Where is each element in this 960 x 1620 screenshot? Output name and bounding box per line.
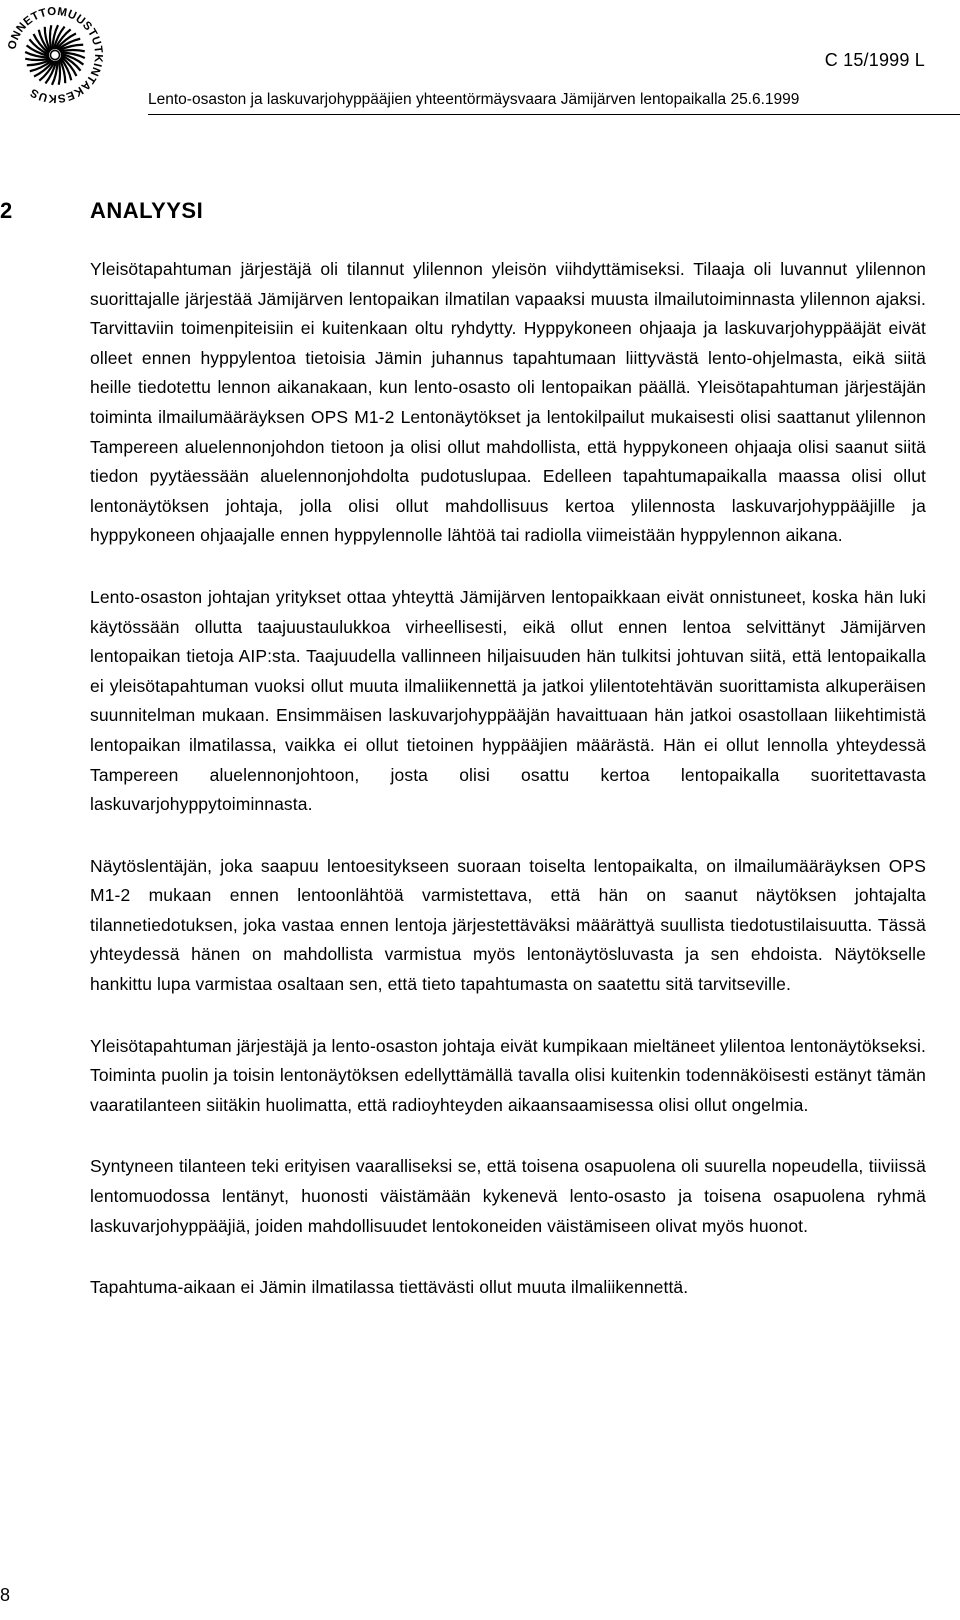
svg-text:ONNETTOMUUSTUTKINTAKESKUS: ONNETTOMUUSTUTKINTAKESKUS xyxy=(6,5,105,105)
paragraph: Yleisötapahtuman järjestäjä oli tilannut ylilennon yleisön viihdyttämiseksi. Tilaaja oli luvannut ylilennon suorittajalle järjestää Jämijärven lentopaikan ilmatilan vapaaksi muusta ilmailutoiminnasta ylilennon ajaksi. Tarvittaviin toimenpiteisiin ei kuitenkaan oltu ryhdytty. Hyppykoneen ohjaaja ja laskuvarjohyppääjät eivät olleet ennen hyppylentoa tietoisia Jämin juhannus tapahtumaan liittyvästä lento-ohjelmasta, eikä siitä heille tiedotettu lennon aikanakaan, kun lento-osasto oli lentopaikan päällä. Yleisötapahtuman järjestäjän toiminta ilmailumääräyksen OPS M1-2 Lentonäytökset ja lentokilpailut mukaisesti olisi saattanut ylilennon Tampereen aluelennonjohdon tietoon ja olisi ollut mahdollista, että hyppykoneen ohjaaja olisi saanut siitä tiedon pyytäessään aluelennonjohdolta pudotuslupaa. Edelleen tapahtumapaikalla maassa olisi ollut lentonäytöksen johtaja, jolla olisi ollut mahdollisuus kertoa ylilennosta laskuvarjohyppääjille ja hyppykoneen ohjaajalle ennen hyppylennolle lähtöä tai radiolla viimeistään hyppylennon aikana. xyxy=(90,259,926,546)
page-number: 8 xyxy=(0,1585,11,1605)
paragraph: Yleisötapahtuman järjestäjä ja lento-osaston johtaja eivät kumpikaan mieltäneet ylilentoa lentonäytökseksi. Toiminta puolin ja toisin lentonäytöksen edellyttämällä tavalla olisi kuitenkin todennäköisesti estänyt tämän vaaratilanteen siitäkin huolimatta, että radioyhteyden aikaansaamisessa olisi ollut ongelmia. xyxy=(90,1035,926,1115)
section-title: ANALYYSI xyxy=(90,198,204,223)
paragraph: Lento-osaston johtajan yritykset ottaa yhteyttä Jämijärven lentopaikkaan eivät onnistuneet, koska hän luki käytössään ollutta taajuustaulukkoa virheellisesti, eikä ollut ennen lentoa selvittänyt Jämijärven lentopaikan tietoja AIP:sta. Taajuudella vallinneen hiljaisuuden hän tulkitsi johtuvan siitä, että lentopaikalla ei yleisötapahtuman vuoksi ollut muuta ilmaliikennettä ja jatkoi ylilentotehtävän suorittamista alkuperäisen suunnitelman mukaan. Ensimmäisen laskuvarjohyppääjän havaittuaan hän jatkoi osastollaan liikehtimistä lentopaikan ilmatilassa, vaikka ei ollut tietoinen hyppääjien määrästä. Hän ei ollut lennolla yhteydessä Tampereen aluelennonjohtoon, josta olisi osattu kertoa lentopaikalla suoritettavasta laskuvarjohyppytoiminnasta. xyxy=(90,586,926,815)
body-text xyxy=(90,255,926,1335)
header-rule xyxy=(148,114,960,115)
logo-emblem-icon xyxy=(0,0,110,110)
paragraph: Tapahtuma-aikaan ei Jämin ilmatilassa tiettävästi ollut muuta ilmaliikennettä. xyxy=(90,1277,689,1298)
running-title: Lento-osaston ja laskuvarjohyppääjien yhteentörmäysvaara Jämijärven lentopaikalla 25.6.1999 xyxy=(148,91,800,108)
onnettomuustutkintakeskus-logo xyxy=(0,0,110,110)
section-heading xyxy=(0,198,960,228)
paragraph: Näytöslentäjän, joka saapuu lentoesitykseen suoraan toiselta lentopaikalta, on ilmailumääräyksen OPS M1-2 mukaan ennen lentoonlähtöä varmistettava, että hän on saanut näytöksen johtajalta tilannetiedotuksen, joka vastaa ennen lentoja järjestettäväksi määrättyä suullista tiedotustilaisuutta. Tässä yhteydessä hänen on mahdollista varmistua myös lentonäytösluvasta ja sen ehdoista. Näytökselle hankittu lupa varmistaa osaltaan sen, että tieto tapahtumasta on saatettu sitä tarvitseville. xyxy=(90,855,926,995)
section-number: 2 xyxy=(0,198,13,223)
document-code: C 15/1999 L xyxy=(824,50,925,70)
paragraph: Syntyneen tilanteen teki erityisen vaaralliseksi se, että toisena osapuolena oli suurella nopeudella, tiiviissä lentomuodossa lentänyt, huonosti väistämään kykenevä lento-osasto ja toisena osapuolena ryhmä laskuvarjohyppääjiä, joiden mahdollisuudet lentokoneiden väistämiseen olivat myös huonot. xyxy=(90,1156,926,1236)
